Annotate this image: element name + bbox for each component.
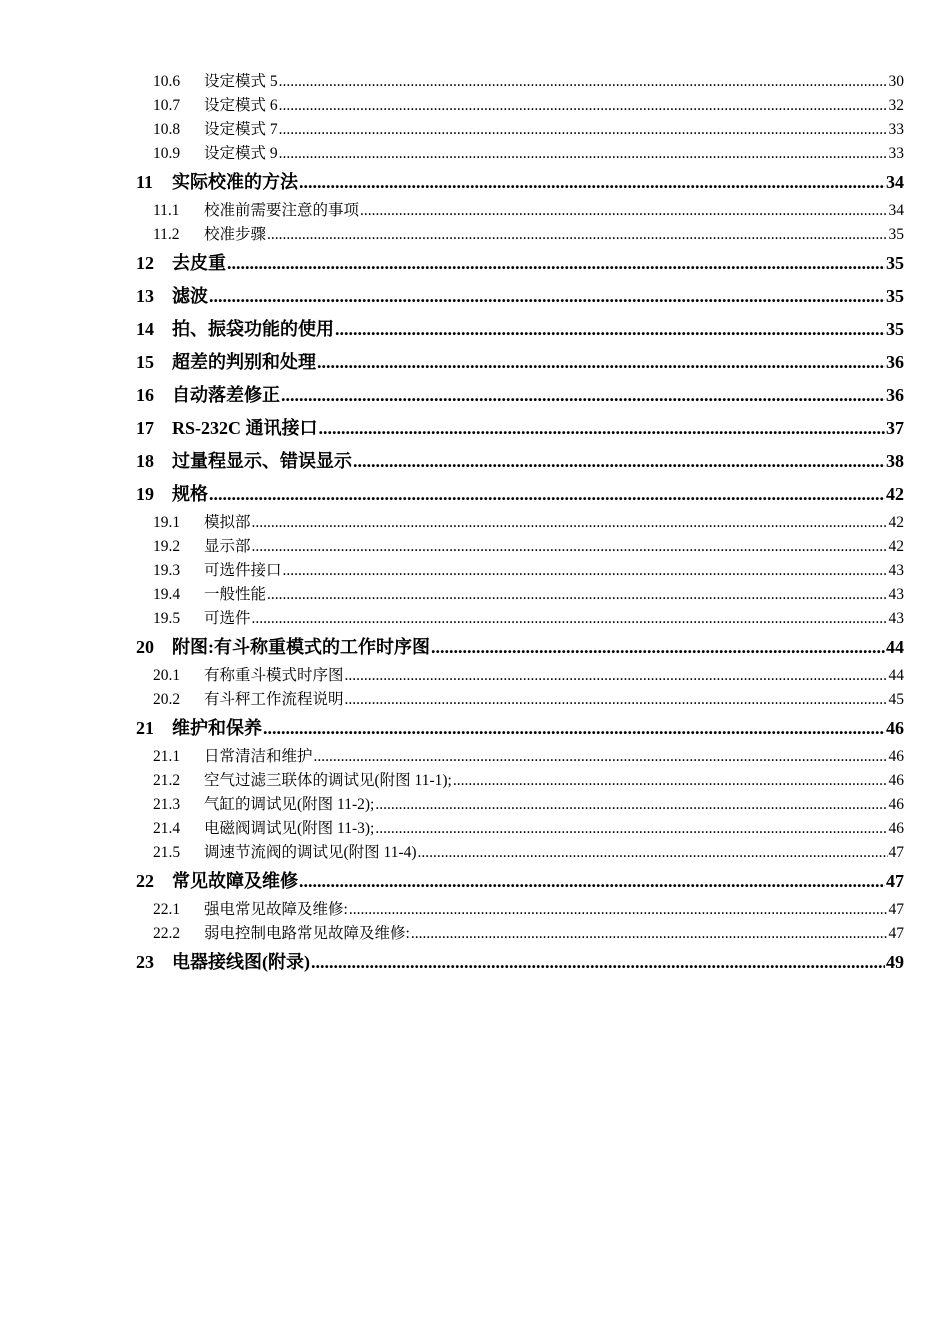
toc-dot-leader [360,199,887,223]
toc-entry-number: 10.8 [153,121,181,138]
toc-section-entry[interactable] [136,511,904,535]
toc-entry-number: 16 [136,385,154,405]
toc-entry-title: 强电常见故障及维修: [204,901,348,918]
toc-section-entry[interactable] [136,793,904,817]
toc-entry-page: 33 [888,121,904,138]
toc-entry-page: 46 [888,748,904,765]
toc-entry-number: 21.5 [153,844,181,861]
toc-entry-page: 35 [886,286,904,306]
toc-entry-page: 32 [888,97,904,114]
toc-section-entry[interactable] [136,70,904,94]
toc-entry-title: 去皮重 [172,253,226,273]
toc-entry-number: 21 [136,718,154,738]
toc-section-entry[interactable] [136,664,904,688]
toc-chapter-entry[interactable] [136,247,904,280]
toc-section-entry[interactable] [136,688,904,712]
toc-entry-title: 自动落差修正 [172,385,280,405]
toc-entry-page: 35 [886,253,904,273]
toc-section-entry[interactable] [136,583,904,607]
toc-dot-leader [252,511,888,535]
toc-entry-page: 47 [888,901,904,918]
toc-entry-title: 气缸的调试见(附图 11-2); [204,796,375,813]
toc-entry-title: 常见故障及维修 [172,871,298,891]
toc-dot-leader [279,70,888,94]
toc-chapter-entry[interactable] [136,712,904,745]
toc-entry-page: 43 [888,586,904,603]
toc-dot-leader [299,865,885,897]
toc-dot-leader [227,247,885,279]
toc-entry-title: 可选件 [204,610,251,627]
toc-chapter-entry[interactable] [136,166,904,199]
toc-chapter-entry[interactable] [136,631,904,664]
toc-dot-leader [209,280,885,312]
toc-entry-number: 21.1 [153,748,181,765]
toc-entry-page: 42 [888,538,904,555]
toc-chapter-entry[interactable] [136,445,904,478]
toc-entry-number: 10.7 [153,97,181,114]
toc-entry-title: 可选件接口 [204,562,282,579]
toc-entry-page: 44 [888,667,904,684]
toc-entry-number: 12 [136,253,154,273]
toc-dot-leader [345,688,888,712]
toc-dot-leader [335,313,885,345]
toc-entry-number: 20.2 [153,691,181,708]
toc-entry-page: 42 [886,484,904,504]
table-of-contents [136,70,904,979]
toc-chapter-entry[interactable] [136,346,904,379]
toc-entry-title: 设定模式 5 [204,73,278,90]
toc-entry-number: 14 [136,319,154,339]
toc-dot-leader [279,142,888,166]
toc-entry-page: 43 [888,610,904,627]
toc-entry-page: 34 [886,172,904,192]
toc-section-entry[interactable] [136,922,904,946]
toc-section-entry[interactable] [136,535,904,559]
toc-entry-number: 20.1 [153,667,181,684]
toc-entry-title: 日常清洁和维护 [204,748,313,765]
toc-entry-title: 设定模式 9 [204,145,278,162]
toc-entry-number: 19 [136,484,154,504]
toc-entry-number: 18 [136,451,154,471]
toc-entry-title: 设定模式 6 [204,97,278,114]
toc-entry-title: 实际校准的方法 [172,172,298,192]
toc-section-entry[interactable] [136,94,904,118]
toc-entry-title: 电器接线图(附录) [172,952,310,972]
toc-entry-page: 30 [888,73,904,90]
toc-entry-number: 11.1 [153,202,180,219]
toc-entry-page: 34 [888,202,904,219]
toc-section-entry[interactable] [136,118,904,142]
toc-entry-title: 拍、振袋功能的使用 [172,319,334,339]
toc-entry-page: 46 [888,772,904,789]
toc-entry-page: 33 [888,145,904,162]
toc-section-entry[interactable] [136,841,904,865]
toc-entry-number: 21.4 [153,820,181,837]
toc-chapter-entry[interactable] [136,313,904,346]
toc-entry-page: 46 [888,796,904,813]
toc-section-entry[interactable] [136,817,904,841]
toc-entry-title: 滤波 [172,286,208,306]
toc-dot-leader [317,346,885,378]
toc-section-entry[interactable] [136,898,904,922]
toc-entry-page: 44 [886,637,904,657]
toc-entry-number: 20 [136,637,154,657]
toc-entry-page: 36 [886,385,904,405]
toc-entry-title: 设定模式 7 [204,121,278,138]
toc-entry-page: 49 [886,952,904,972]
toc-entry-title: 维护和保养 [172,718,262,738]
toc-dot-leader [353,445,885,477]
toc-entry-page: 35 [888,226,904,243]
toc-section-entry[interactable] [136,559,904,583]
toc-entry-number: 15 [136,352,154,372]
toc-entry-page: 35 [886,319,904,339]
toc-dot-leader [375,817,887,841]
toc-dot-leader [375,793,887,817]
toc-dot-leader [314,745,888,769]
toc-entry-number: 13 [136,286,154,306]
toc-entry-number: 22.2 [153,925,181,942]
toc-entry-title: 空气过滤三联体的调试见(附图 11-1); [204,772,452,789]
toc-entry-number: 22.1 [153,901,181,918]
toc-entry-number: 11 [136,172,154,192]
toc-entry-page: 37 [886,418,904,438]
toc-entry-number: 19.2 [153,538,181,555]
toc-entry-number: 11.2 [153,226,180,243]
toc-chapter-entry[interactable] [136,946,904,979]
toc-dot-leader [411,922,888,946]
toc-entry-title: 电磁阀调试见(附图 11-3); [204,820,375,837]
toc-entry-number: 19.5 [153,610,181,627]
toc-entry-title: 模拟部 [204,514,251,531]
toc-dot-leader [209,478,885,510]
toc-chapter-entry[interactable] [136,865,904,898]
toc-section-entry[interactable] [136,769,904,793]
toc-entry-title: 显示部 [204,538,251,555]
toc-entry-title: 校准步骤 [204,226,267,243]
toc-section-entry[interactable] [136,142,904,166]
toc-entry-title: 有斗秤工作流程说明 [204,691,344,708]
toc-dot-leader [263,712,885,744]
toc-entry-title: 规格 [172,484,208,504]
toc-dot-leader [279,94,888,118]
toc-entry-page: 47 [886,871,904,891]
toc-dot-leader [299,166,885,198]
toc-entry-page: 46 [886,718,904,738]
toc-section-entry[interactable] [136,607,904,631]
toc-entry-number: 17 [136,418,154,438]
toc-chapter-entry[interactable] [136,379,904,412]
toc-dot-leader [345,664,888,688]
toc-entry-title: 弱电控制电路常见故障及维修: [204,925,410,942]
toc-entry-number: 19.1 [153,514,181,531]
toc-chapter-entry[interactable] [136,412,904,445]
toc-entry-number: 10.9 [153,145,181,162]
toc-dot-leader [267,583,887,607]
toc-entry-title: 一般性能 [204,586,267,603]
toc-entry-number: 23 [136,952,154,972]
toc-entry-title: RS-232C 通讯接口 [172,418,318,438]
toc-entry-page: 38 [886,451,904,471]
toc-entry-title: 过量程显示、错误显示 [172,451,352,471]
toc-entry-page: 46 [888,820,904,837]
toc-dot-leader [283,559,888,583]
toc-entry-page: 45 [888,691,904,708]
toc-entry-number: 10.6 [153,73,181,90]
toc-entry-title: 附图:有斗称重模式的工作时序图 [172,637,430,657]
toc-entry-title: 超差的判别和处理 [172,352,316,372]
toc-dot-leader [431,631,885,663]
toc-dot-leader [319,412,885,444]
toc-dot-leader [453,769,888,793]
toc-entry-page: 47 [888,844,904,861]
toc-entry-number: 19.3 [153,562,181,579]
toc-dot-leader [418,841,888,865]
toc-entry-number: 21.2 [153,772,181,789]
toc-entry-number: 22 [136,871,154,891]
toc-chapter-entry[interactable] [136,478,904,511]
toc-section-entry[interactable] [136,223,904,247]
toc-dot-leader [252,535,888,559]
toc-entry-page: 47 [888,925,904,942]
toc-section-entry[interactable] [136,745,904,769]
toc-entry-page: 43 [888,562,904,579]
toc-entry-number: 21.3 [153,796,181,813]
toc-entry-page: 42 [888,514,904,531]
toc-dot-leader [349,898,888,922]
toc-dot-leader [281,379,885,411]
toc-entry-title: 有称重斗模式时序图 [204,667,344,684]
toc-entry-title: 调速节流阀的调试见(附图 11-4) [204,844,417,861]
toc-entry-page: 36 [886,352,904,372]
toc-entry-title: 校准前需要注意的事项 [204,202,360,219]
toc-dot-leader [311,946,885,978]
toc-dot-leader [267,223,887,247]
toc-dot-leader [252,607,888,631]
toc-section-entry[interactable] [136,199,904,223]
toc-chapter-entry[interactable] [136,280,904,313]
toc-entry-number: 19.4 [153,586,181,603]
toc-dot-leader [279,118,888,142]
